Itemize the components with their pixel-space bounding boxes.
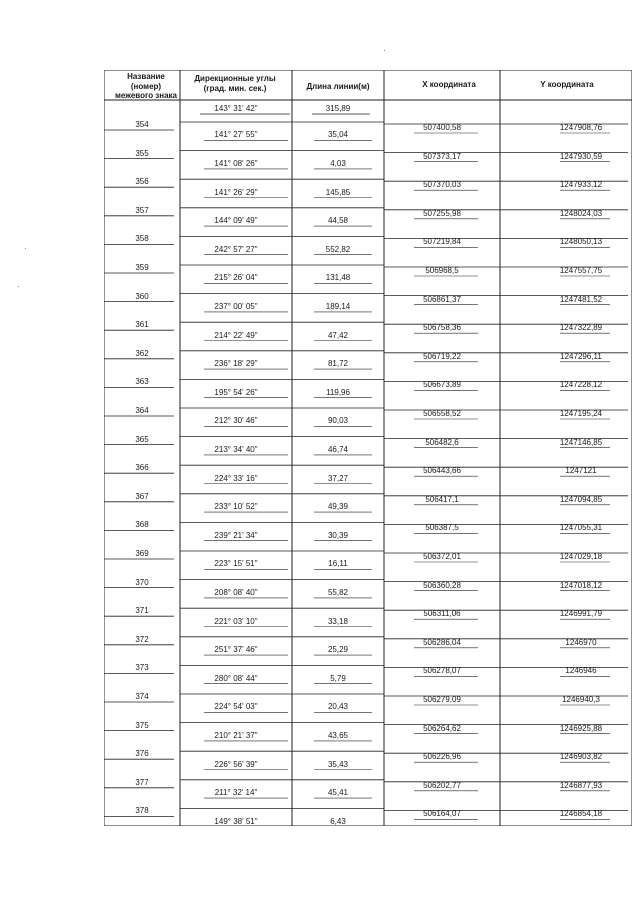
- sign-name-cell: 357: [135, 205, 149, 215]
- x-coordinate-cell: 506558,52: [423, 409, 461, 418]
- x-coordinate-cell: 507370,03: [423, 180, 461, 190]
- line-length-cell: 35,04: [327, 130, 349, 140]
- sign-name-cell: 375: [135, 720, 149, 730]
- line-length-cell: 189,14: [325, 301, 351, 311]
- x-coordinate-cell: 506360,28: [423, 580, 461, 590]
- sign-name-cell: 378: [135, 806, 149, 816]
- y-coordinate-cell: 1247908,76: [559, 123, 603, 132]
- sign-name-cell: 362: [135, 348, 149, 358]
- x-coordinate-cell: 506719,22: [423, 351, 461, 361]
- sign-name-cell: 361: [135, 320, 149, 330]
- y-coordinate-cell: 1246970: [565, 637, 597, 647]
- y-coordinate-cell: 1247121: [565, 466, 597, 476]
- x-coordinate-cell: 506443,66: [423, 466, 461, 476]
- directional-angle-cell: 143° 31' 42": [214, 104, 258, 113]
- directional-angle-cell: 221° 03' 10": [214, 616, 258, 626]
- header-y-coordinate: Y координата: [540, 80, 594, 89]
- sign-name-cell: 359: [135, 263, 149, 272]
- y-coordinate-cell: 1247146,85: [559, 437, 603, 447]
- line-length-cell: 47,42: [327, 330, 349, 340]
- line-length-cell: 20,43: [327, 702, 349, 712]
- directional-angle-cell: 141° 08' 26": [214, 158, 258, 168]
- line-length-cell: 81,72: [327, 359, 349, 369]
- y-coordinate-cell: 1247557,75: [559, 266, 603, 275]
- line-length-cell: 46,74: [327, 444, 349, 454]
- directional-angle-cell: 149° 38' 51": [214, 816, 258, 826]
- sign-name-cell: 377: [135, 777, 149, 787]
- directional-angle-cell: 224° 54' 03": [214, 702, 258, 712]
- directional-angle-cell: 237° 00' 05": [214, 301, 258, 311]
- directional-angle-cell: 213° 34' 40": [214, 444, 258, 454]
- line-length-cell: 30,39: [327, 530, 349, 540]
- y-coordinate-cell: 1247481,52: [559, 294, 603, 304]
- line-length-cell: 16,11: [328, 559, 348, 569]
- directional-angle-cell: 242° 57' 27": [214, 244, 258, 254]
- x-coordinate-cell: 506758,36: [423, 323, 461, 333]
- line-length-cell: 44,58: [327, 216, 349, 226]
- directional-angle-cell: 236° 18' 29": [214, 359, 258, 369]
- directional-angle-cell: 233° 10' 52": [214, 502, 258, 512]
- sign-name-cell: 376: [135, 749, 149, 759]
- x-coordinate-cell: 507373,17: [423, 151, 461, 161]
- x-coordinate-cell: 506861,37: [423, 294, 461, 304]
- line-length-cell: 55,82: [327, 587, 349, 597]
- scan-speck: [384, 50, 385, 51]
- line-length-cell: 33,18: [327, 616, 349, 626]
- y-coordinate-cell: 1247228,12: [559, 380, 603, 390]
- sign-name-cell: 368: [135, 520, 149, 530]
- x-coordinate-cell: 506387,5: [425, 523, 459, 533]
- x-coordinate-cell: 506673,89: [423, 380, 461, 390]
- directional-angle-cell: 195° 54' 26": [214, 387, 258, 397]
- y-coordinate-cell: 1247296,11: [560, 351, 602, 361]
- sign-name-cell: 366: [135, 463, 149, 473]
- directional-angle-cell: 223° 15' 51": [214, 559, 258, 569]
- y-coordinate-cell: 1247322,89: [559, 323, 603, 333]
- directional-angle-cell: 208° 08' 40": [214, 587, 258, 597]
- sign-name-cell: 370: [135, 577, 149, 587]
- line-length-cell: 45,41: [327, 788, 349, 798]
- header-line-length: Длина линии(м): [306, 82, 370, 91]
- directional-angle-cell: 212° 30' 46": [214, 416, 258, 426]
- y-coordinate-cell: 1247195,24: [559, 409, 603, 418]
- line-length-cell: 25,29: [327, 645, 349, 655]
- sign-name-cell: 358: [135, 234, 149, 244]
- directional-angle-cell: 239° 21' 34": [214, 530, 258, 540]
- y-coordinate-cell: 1246991,79: [559, 609, 603, 619]
- directional-angle-cell: 280° 08' 44": [214, 673, 258, 683]
- y-coordinate-cell: 1246946: [565, 666, 597, 676]
- y-coordinate-cell: 1248024,03: [559, 208, 603, 218]
- line-length-cell: 552,82: [325, 244, 351, 254]
- y-coordinate-cell: 1247018,12: [559, 580, 603, 590]
- line-length-cell: 90,03: [327, 416, 349, 426]
- sign-name-cell: 356: [135, 177, 149, 187]
- directional-angle-cell: 226° 56' 39": [214, 759, 258, 769]
- line-length-cell: 4,03: [330, 158, 346, 168]
- x-coordinate-cell: 506372,01: [423, 552, 461, 561]
- boundary-coordinates-table: [104, 70, 632, 826]
- sign-name-cell: 365: [135, 434, 149, 444]
- sign-name-cell: 355: [135, 148, 149, 158]
- x-coordinate-cell: 507255,98: [423, 208, 461, 218]
- sign-name-cell: 367: [135, 491, 149, 501]
- sign-name-cell: 371: [135, 606, 149, 616]
- directional-angle-cell: 224° 33' 16": [214, 473, 258, 483]
- x-coordinate-cell: 506164,07: [423, 809, 461, 819]
- x-coordinate-cell: 506202,77: [423, 780, 461, 790]
- y-coordinate-cell: 1246854,18: [559, 809, 603, 819]
- line-length-cell: 315,89: [325, 104, 351, 113]
- line-length-cell: 119,96: [326, 387, 350, 397]
- directional-angle-cell: 211° 32' 14": [214, 788, 258, 798]
- line-length-cell: 131,48: [325, 273, 351, 283]
- directional-angle-cell: 210° 21' 37": [214, 730, 258, 740]
- x-coordinate-cell: 507400,58: [423, 123, 461, 132]
- y-coordinate-cell: 1246903,82: [559, 752, 603, 762]
- header-sign-name: Название (номер) межевого знака: [114, 72, 178, 100]
- y-coordinate-cell: 1247029,18: [559, 552, 603, 561]
- y-coordinate-cell: 1248050,13: [559, 237, 603, 247]
- sign-name-cell: 360: [135, 291, 149, 301]
- line-length-cell: 43,65: [327, 730, 349, 740]
- x-coordinate-cell: 506286,04: [423, 637, 461, 647]
- directional-angle-cell: 144° 09' 49": [214, 216, 258, 226]
- directional-angle-cell: 141° 27' 55": [214, 130, 258, 140]
- x-coordinate-cell: 507219,84: [423, 237, 461, 247]
- line-length-cell: 49,39: [327, 502, 349, 512]
- y-coordinate-cell: 1247094,85: [559, 494, 603, 504]
- y-coordinate-cell: 1246925,88: [559, 723, 603, 733]
- sign-name-cell: 369: [135, 549, 149, 558]
- y-coordinate-cell: 1247055,31: [559, 523, 603, 533]
- line-length-cell: 145,85: [325, 187, 351, 197]
- x-coordinate-cell: 506278,07: [423, 666, 461, 676]
- sign-name-cell: 372: [135, 634, 149, 644]
- scan-speck: [18, 286, 19, 287]
- directional-angle-cell: 215° 26' 04": [214, 273, 258, 283]
- line-length-cell: 37,27: [327, 473, 349, 483]
- line-length-cell: 5,79: [330, 673, 346, 683]
- x-coordinate-cell: 506968,5: [425, 266, 459, 275]
- sign-name-cell: 364: [135, 406, 149, 415]
- header-directional-angle: Дирекционные углы (град. мин. сек.): [194, 74, 276, 93]
- directional-angle-cell: 214° 22' 49": [214, 330, 258, 340]
- x-coordinate-cell: 506264,62: [423, 723, 461, 733]
- y-coordinate-cell: 1246877,93: [559, 780, 603, 790]
- x-coordinate-cell: 506417,1: [425, 494, 459, 504]
- sign-name-cell: 374: [135, 692, 149, 701]
- y-coordinate-cell: 1247930,59: [559, 151, 603, 161]
- y-coordinate-cell: 1247933,12: [559, 180, 603, 190]
- line-length-cell: 35,43: [327, 759, 349, 769]
- sign-name-cell: 363: [135, 377, 149, 387]
- x-coordinate-cell: 506226,96: [423, 752, 461, 762]
- y-coordinate-cell: 1246940,3: [562, 695, 600, 704]
- sign-name-cell: 354: [135, 120, 149, 129]
- x-coordinate-cell: 506311,06: [423, 609, 461, 619]
- directional-angle-cell: 251° 37' 46": [214, 645, 258, 655]
- x-coordinate-cell: 506482,6: [425, 437, 459, 447]
- header-x-coordinate: X координата: [422, 80, 476, 89]
- line-length-cell: 6,43: [330, 816, 346, 826]
- sign-name-cell: 373: [135, 663, 149, 673]
- scan-speck: [25, 248, 26, 249]
- x-coordinate-cell: 506279,09: [423, 695, 461, 704]
- directional-angle-cell: 141° 26' 29": [214, 187, 258, 197]
